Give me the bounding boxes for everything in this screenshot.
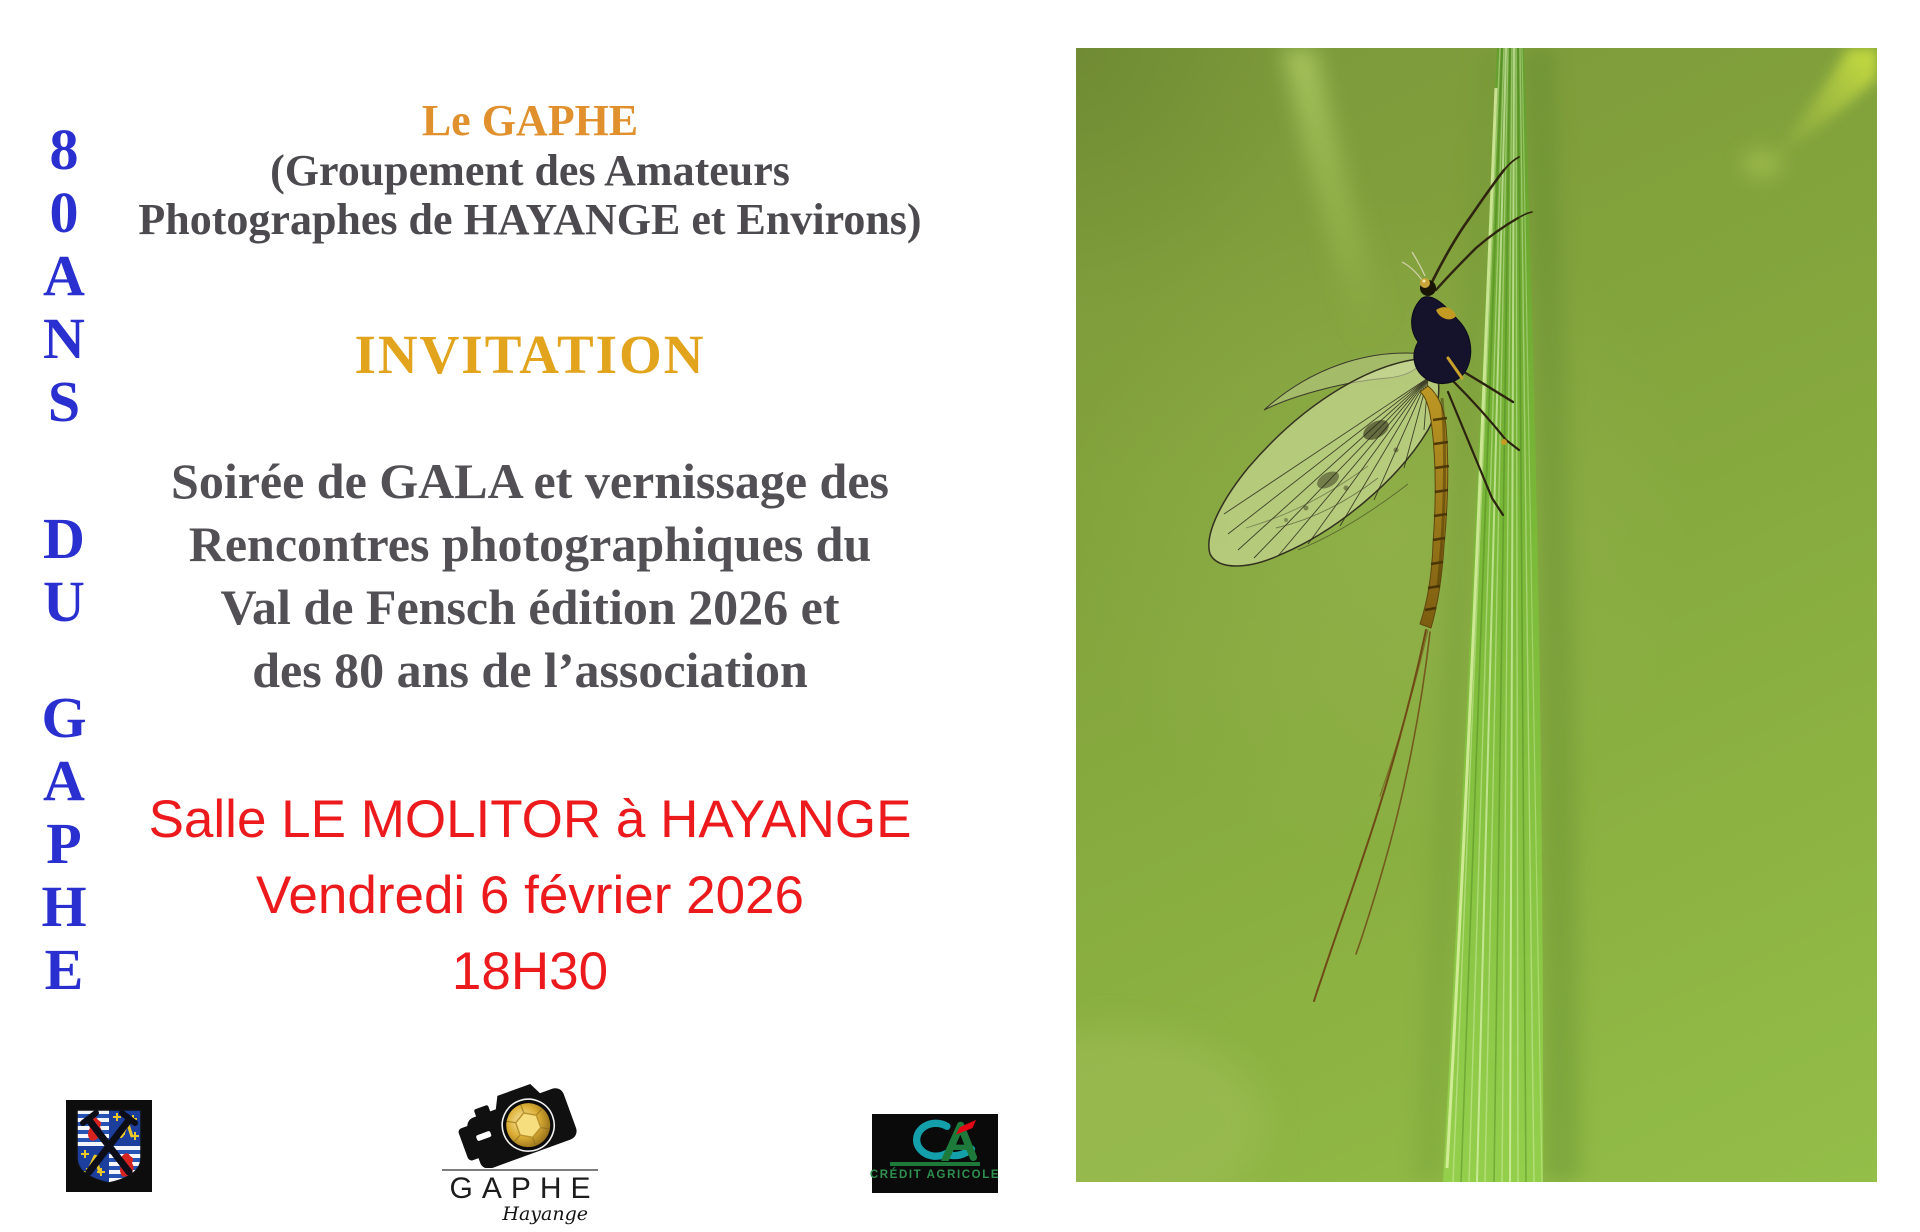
shield-icon [73,1106,145,1186]
logo-divider [890,1162,980,1166]
grass-blade-illustration [1414,48,1580,1182]
banner-word-gaphe [34,686,94,1001]
banner-letter: 8 [49,117,79,182]
event-description [130,450,930,702]
mayfly-photo [1076,48,1877,1182]
banner-letter: G [41,685,87,750]
banner-letter: H [41,874,87,939]
venue-details [130,782,930,1010]
banner-letter: N [43,306,85,371]
banner-letter: S [47,369,81,434]
event-line: Rencontres photographiques du [188,516,872,572]
invitation-heading: INVITATION [354,324,706,385]
credit-agricole-wordmark: CRÉDIT AGRICOLE [869,1169,1001,1181]
banner-word-80ans [34,118,94,433]
org-subtitle-line-1: (Groupement des Amateurs [270,146,790,195]
org-title: Le GAPHE [421,96,639,145]
banner-letter: 0 [49,180,79,245]
gaphe-wordmark: GAPHE [449,1172,600,1205]
banner-letter: A [43,243,85,308]
event-line: Soirée de GALA et vernissage des [171,453,889,509]
mayfly-illustration [1076,48,1877,1182]
banner-letter: U [43,569,85,634]
banner-letter: P [46,811,82,876]
banner-word-du [34,507,94,633]
credit-agricole-logo [869,1114,1001,1193]
venue-time: 18H30 [451,942,609,1001]
ca-monogram-icon [892,1119,978,1161]
banner-letter: E [44,937,84,1002]
gaphe-camera-logo [438,1078,602,1225]
hayange-coat-of-arms-logo [66,1100,152,1192]
banner-letter: D [43,506,85,571]
venue-location: Salle LE MOLITOR à HAYANGE [148,790,912,849]
vertical-anniversary-banner [34,118,94,1001]
event-line: des 80 ans de l’association [252,642,808,698]
gaphe-script-hayange: Hayange [502,1203,588,1225]
banner-letter: A [43,748,85,813]
invitation-text-column [130,96,930,1010]
org-subtitle-line-2: Photographes de HAYANGE et Environs) [138,195,922,244]
venue-date: Vendredi 6 février 2026 [255,866,805,925]
event-line: Val de Fensch édition 2026 et [220,579,840,635]
logo-divider [442,1169,598,1171]
camera-icon [444,1078,596,1168]
